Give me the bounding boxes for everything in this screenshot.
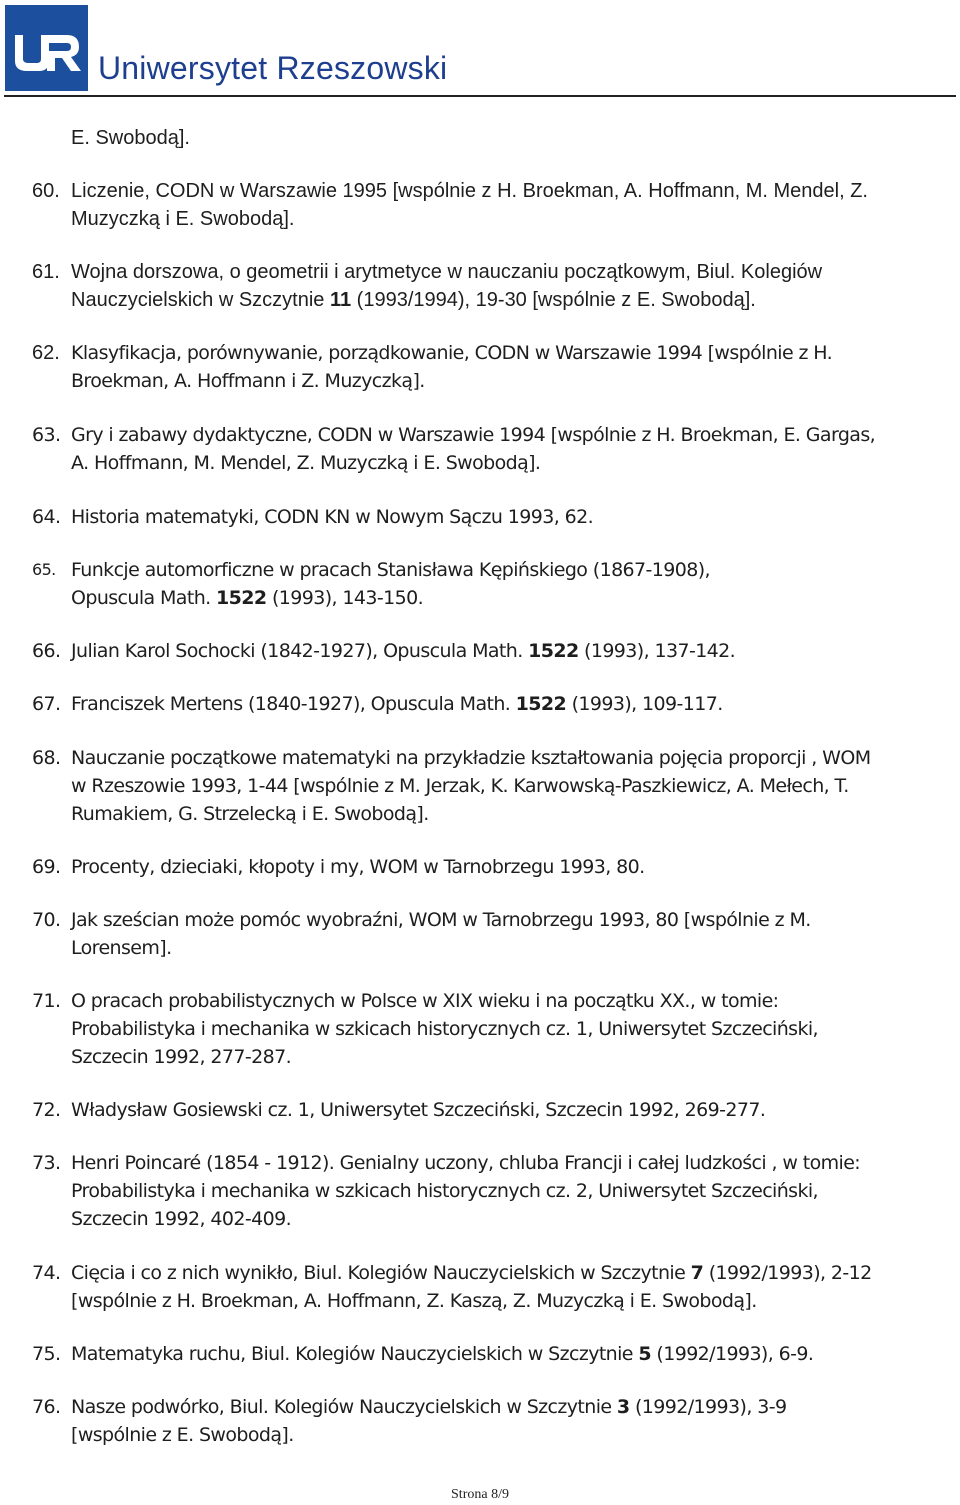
entry-line: Nasze podwórko, Biul. Kolegiów Nauczycielskich w Szczytnie 3 (1992/1993), 3-9 xyxy=(71,1396,787,1418)
entry-line: Julian Karol Sochocki (1842-1927), Opuscula Math. 1522 (1993), 137-142. xyxy=(71,640,736,662)
entry-line: Matematyka ruchu, Biul. Kolegiów Nauczycielskich w Szczytnie 5 (1992/1993), 6-9. xyxy=(71,1343,814,1365)
entry-number: 69. xyxy=(32,856,61,878)
entry-line: Lorensem]. xyxy=(71,937,172,959)
entry-number: 72. xyxy=(32,1099,61,1121)
entry-number: 70. xyxy=(32,909,61,931)
university-logo xyxy=(5,5,88,91)
entry-line: Probabilistyka i mechanika w szkicach historycznych cz. 2, Uniwersytet Szczeciński, xyxy=(71,1180,818,1202)
entry-line: Jak sześcian może pomóc wyobraźni, WOM w Tarnobrzegu 1993, 80 [wspólnie z M. xyxy=(71,909,811,931)
entry-number: 75. xyxy=(32,1343,61,1365)
header-divider xyxy=(4,95,956,97)
entry-number: 61. xyxy=(32,261,60,283)
entry-line: [wspólnie z H. Broekman, A. Hoffmann, Z. Kaszą, Z. Muzyczką i E. Swobodą]. xyxy=(71,1290,757,1312)
entry-number: 64. xyxy=(32,506,61,528)
entry-line: Szczecin 1992, 402-409. xyxy=(71,1208,292,1230)
entry-number: 60. xyxy=(32,180,60,202)
entry-line: Procenty, dzieciaki, kłopoty i my, WOM w Tarnobrzegu 1993, 80. xyxy=(71,856,645,878)
entry-line: Muzyczką i E. Swobodą]. xyxy=(71,208,295,230)
entry-number: 66. xyxy=(32,640,61,662)
entry-line: Szczecin 1992, 277-287. xyxy=(71,1046,292,1068)
entry-line: Probabilistyka i mechanika w szkicach historycznych cz. 1, Uniwersytet Szczeciński, xyxy=(71,1018,818,1040)
entry-number: 73. xyxy=(32,1152,61,1174)
entry-line: Broekman, A. Hoffmann i Z. Muzyczką]. xyxy=(71,370,425,392)
entry-line: E. Swobodą]. xyxy=(71,127,190,149)
ur-logo-icon xyxy=(5,5,88,91)
page-number: Strona 8/9 xyxy=(451,1487,509,1502)
university-name: Uniwersytet Rzeszowski xyxy=(98,50,448,86)
entry-number: 71. xyxy=(32,990,61,1012)
entry-number: 65. xyxy=(32,560,56,579)
entry-line: [wspólnie z E. Swobodą]. xyxy=(71,1424,294,1446)
entry-line: Rumakiem, G. Strzelecką i E. Swobodą]. xyxy=(71,803,429,825)
entry-line: Liczenie, CODN w Warszawie 1995 [wspólnie z H. Broekman, A. Hoffmann, M. Mendel, Z. xyxy=(71,180,868,202)
entry-line: Henri Poincaré (1854 - 1912). Genialny uczony, chluba Francji i całej ludzkości , w tomie: xyxy=(71,1152,861,1174)
entry-line: Historia matematyki, CODN KN w Nowym Sączu 1993, 62. xyxy=(71,506,594,528)
entry-line: Cięcia i co z nich wynikło, Biul. Kolegiów Nauczycielskich w Szczytnie 7 (1992/1993), 2-12 xyxy=(71,1262,872,1284)
entry-line: Opuscula Math. 1522 (1993), 143-150. xyxy=(71,587,424,609)
entry-line: Władysław Gosiewski cz. 1, Uniwersytet Szczeciński, Szczecin 1992, 269-277. xyxy=(71,1099,766,1121)
entry-number: 74. xyxy=(32,1262,61,1284)
entry-number: 68. xyxy=(32,747,61,769)
entry-number: 63. xyxy=(32,424,61,446)
entry-number: 76. xyxy=(32,1396,61,1418)
entry-line: Nauczanie początkowe matematyki na przykładzie kształtowania pojęcia proporcji , WOM xyxy=(71,747,871,769)
entry-line: A. Hoffmann, M. Mendel, Z. Muzyczką i E. Swobodą]. xyxy=(71,452,541,474)
entry-line: Franciszek Mertens (1840-1927), Opuscula Math. 1522 (1993), 109-117. xyxy=(71,693,723,715)
entry-line: Klasyfikacja, porównywanie, porządkowanie, CODN w Warszawie 1994 [wspólnie z H. xyxy=(71,342,833,364)
entry-line: O pracach probabilistycznych w Polsce w XIX wieku i na początku XX., w tomie: xyxy=(71,990,779,1012)
entry-line: Nauczycielskich w Szczytnie 11 (1993/1994), 19-30 [wspólnie z E. Swobodą]. xyxy=(71,289,756,311)
entry-line: Gry i zabawy dydaktyczne, CODN w Warszawie 1994 [wspólnie z H. Broekman, E. Gargas, xyxy=(71,424,876,446)
entry-line: Wojna dorszowa, o geometrii i arytmetyce w nauczaniu początkowym, Biul. Kolegiów xyxy=(71,261,823,283)
entry-line: Funkcje automorficzne w pracach Stanisława Kępińskiego (1867-1908), xyxy=(71,559,710,581)
page-header xyxy=(0,0,960,100)
entry-line: w Rzeszowie 1993, 1-44 [wspólnie z M. Jerzak, K. Karwowską-Paszkiewicz, A. Mełech, T. xyxy=(71,775,849,797)
entry-number: 67. xyxy=(32,693,61,715)
entry-number: 62. xyxy=(32,342,60,364)
